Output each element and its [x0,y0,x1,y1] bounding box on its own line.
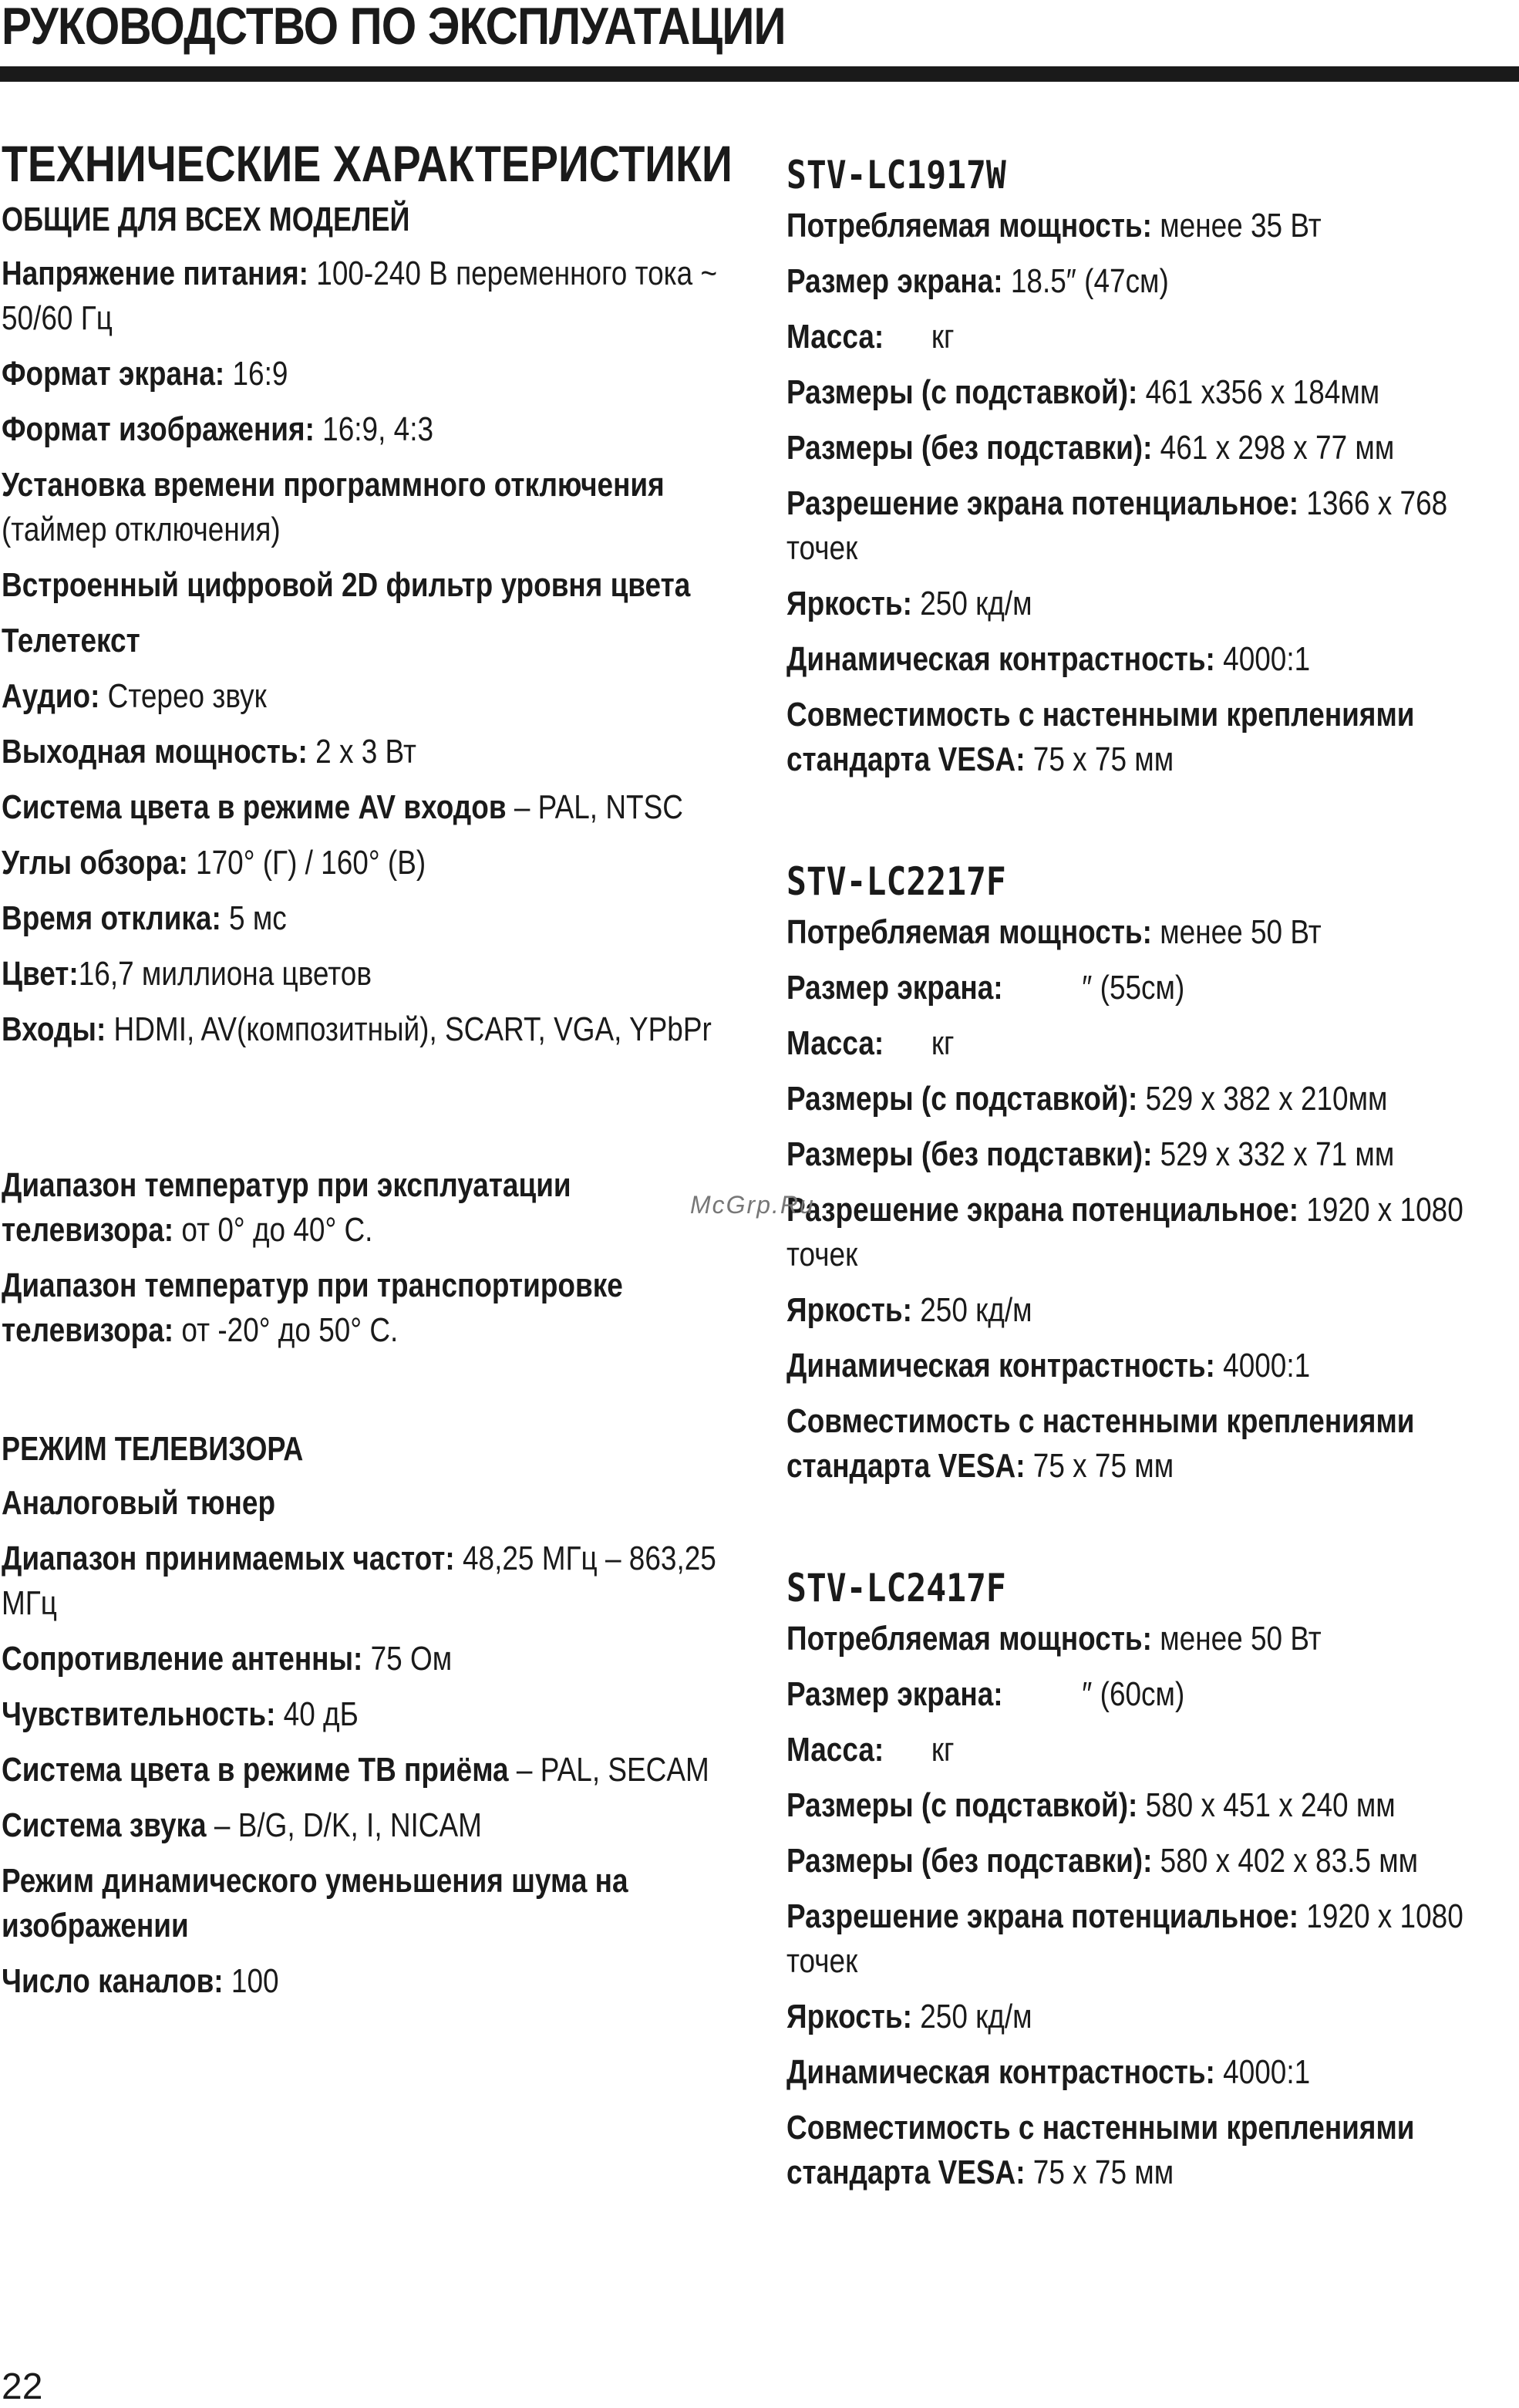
page-header-title: РУКОВОДСТВО ПО ЭКСПЛУАТАЦИИ [2,0,786,56]
spec-value: 75 х 75 мм [1025,740,1174,778]
spec-value: 250 кд/м [911,1998,1032,2035]
spec-value: 250 кд/м [911,585,1032,622]
spec-label: Размер экрана: [786,262,1003,300]
spec-label: Совместимость с настенными креплениями стандарта VESA: [786,696,1415,778]
spec-label: Масса: [786,318,884,356]
spec-label: Режим динамического уменьшения шума на изображении [2,1862,628,1944]
spec-label: Входы: [2,1010,106,1048]
spec-label: Динамическая контрастность: [786,640,1215,678]
spec-line [786,315,1519,359]
spec-line [2,1859,734,1948]
spec-line [786,481,1519,571]
spec-line [2,251,734,341]
spec-value: 4000:1 [1214,640,1311,678]
spec-label: Потребляемая мощность: [786,913,1152,951]
spec-value: – PAL, SECAM [508,1751,709,1789]
spec-value: 5 мс [221,899,287,937]
spec-line [2,730,734,774]
spec-label: Телетекст [2,622,140,659]
spec-label: Выходная мощность: [2,733,308,771]
spec-line [786,2050,1519,2095]
spec-line [786,1344,1519,1388]
spec-line [786,204,1519,248]
spec-line [2,785,734,830]
spec-value: кг [884,1024,955,1062]
spec-line [2,952,734,997]
spec-line [786,1617,1519,1661]
spec-label: Разрешение экрана потенциальное: [786,1897,1299,1935]
spec-line [2,896,734,941]
spec-value: 461 х356 х 184мм [1137,373,1380,411]
spec-line [786,582,1519,626]
spacer [786,793,1519,859]
spec-value: 1920 х 1080 точек [786,1897,1463,1980]
spec-line [786,1995,1519,2039]
spec-label: Размер экрана: [786,969,1003,1007]
spec-label: Формат изображения: [2,410,315,448]
spec-label: Система цвета в режиме ТВ приёма [2,1751,509,1789]
spec-label: Совместимость с настенными креплениями стандарта VESA: [786,2109,1415,2191]
spec-line [2,1007,734,1052]
spec-line [786,426,1519,470]
spec-value: 2 х 3 Вт [307,733,416,771]
spec-label: Разрешение экрана потенциальное: [786,484,1299,522]
spec-line [2,1163,734,1253]
spec-label: Размеры (с подставкой): [786,1080,1138,1118]
spec-line [786,1188,1519,1277]
spec-line [2,463,734,552]
spec-label: Углы обзора: [2,844,188,882]
spec-line [2,1263,734,1353]
spec-line [2,1748,734,1793]
spec-label: Динамическая контрастность: [786,1347,1215,1384]
spec-value: ″ (55см) [1002,969,1185,1007]
spec-value: 1366 х 768 точек [786,484,1448,567]
spec-value: 40 дБ [275,1695,359,1733]
spec-line [2,1481,734,1526]
spec-label: Сопротивление антенны: [2,1640,363,1678]
spec-value: от 0° до 40° С. [173,1211,373,1249]
spec-line [2,352,734,396]
spec-line [786,370,1519,415]
spec-label: Потребляемая мощность: [786,207,1152,245]
section-title: ТЕХНИЧЕСКИЕ ХАРАКТЕРИСТИКИ [2,135,733,192]
spec-label: Аналоговый тюнер [2,1484,276,1522]
spec-line [786,910,1519,955]
spec-value: 48,25 МГц – 863,25 МГц [2,1540,716,1622]
spec-value: Стерео звук [99,677,267,715]
spec-line [786,1399,1519,1489]
spec-value: 4000:1 [1214,2053,1311,2091]
spec-line [2,619,734,663]
spec-value: – PAL, NTSC [506,788,683,826]
spec-label: Диапазон температур при транспортировке телевизора: [2,1266,623,1349]
spec-label: Время отклика: [2,899,221,937]
spec-line [786,1021,1519,1066]
spec-value: кг [884,318,955,356]
spec-value: 170° (Г) / 160° (В) [187,844,426,882]
spec-value: 16,7 миллиона цветов [78,955,372,993]
spec-value: 75 Ом [362,1640,453,1678]
model-title: STV-LC2417F [786,1566,1006,1610]
spacer [2,1364,734,1428]
spec-line [786,693,1519,782]
spec-value: HDMI, AV(композитный), SCART, VGA, YPbPr [106,1010,712,1048]
watermark-text: McGrp.Ru [690,1191,815,1219]
spec-value: менее 50 Вт [1151,1620,1322,1658]
spec-line [2,563,734,608]
spec-value: 16:9, 4:3 [314,410,434,448]
spec-label: Установка времени программного отключения [2,466,665,504]
spec-value: 18.5″ (47см) [1002,262,1169,300]
spec-value: от -20° до 50° С. [173,1311,399,1349]
spec-label: Размеры (с подставкой): [786,373,1138,411]
spec-line [786,1783,1519,1828]
spec-label: Масса: [786,1024,884,1062]
spec-label: Разрешение экрана потенциальное: [786,1191,1299,1229]
spec-line [2,1692,734,1737]
spec-label: Яркость: [786,585,912,622]
spec-value: (таймер отключения) [2,511,281,548]
spec-label: Размеры (с подставкой): [786,1786,1138,1824]
spec-line [786,1132,1519,1177]
spec-label: Встроенный цифровой 2D фильтр уровня цвета [2,566,691,604]
spec-line [786,966,1519,1010]
spec-line [2,841,734,885]
spec-line [2,1637,734,1681]
spec-label: Диапазон принимаемых частот: [2,1540,455,1577]
left-column [2,136,734,2015]
spec-line [786,1728,1519,1772]
spec-value: 100-240 В переменного тока ~ 50/60 Гц [2,255,718,337]
spec-value: ″ (60см) [1002,1675,1185,1713]
header-rule [0,66,1519,82]
spec-value: 529 х 382 х 210мм [1137,1080,1388,1118]
spec-label: Цвет: [2,955,79,993]
spec-line [786,1672,1519,1717]
spec-label: Размеры (без подставки): [786,1842,1153,1880]
spec-value: – B/G, D/K, I, NICAM [206,1806,482,1844]
spec-value: 461 х 298 х 77 мм [1152,429,1395,467]
spec-value: 75 х 75 мм [1025,2153,1174,2191]
spec-label: Размер экрана: [786,1675,1003,1713]
spec-line [2,1959,734,2004]
spacer [2,1063,734,1163]
spec-line [2,407,734,452]
spec-value: 4000:1 [1214,1347,1311,1384]
spec-value: менее 35 Вт [1151,207,1322,245]
spec-value: 529 х 332 х 71 мм [1152,1135,1395,1173]
spec-label: Напряжение питания: [2,255,308,292]
spec-label: Яркость: [786,1998,912,2035]
spec-line [786,259,1519,304]
spec-line [2,1536,734,1626]
spec-value: 580 х 451 х 240 мм [1137,1786,1396,1824]
spec-label: Размеры (без подставки): [786,429,1153,467]
spec-line [786,1894,1519,1984]
spec-label: Аудио: [2,677,100,715]
model-title: STV-LC1917W [786,153,1006,197]
spec-line [2,674,734,719]
spec-line [786,1077,1519,1121]
spec-label: Совместимость с настенными креплениями стандарта VESA: [786,1402,1415,1485]
spec-line [786,2106,1519,2195]
spec-value: 100 [223,1962,279,2000]
spec-label: Система цвета в режиме AV входов [2,788,507,826]
spec-label: Размеры (без подставки): [786,1135,1153,1173]
spec-value: 250 кд/м [911,1291,1032,1329]
page-number: 22 [2,2366,43,2407]
spec-line [786,1839,1519,1884]
spec-label: Динамическая контрастность: [786,2053,1215,2091]
spec-line [786,637,1519,682]
spec-label: Масса: [786,1731,884,1769]
tv-mode-subtitle: РЕЖИМ ТЕЛЕВИЗОРА [2,1430,304,1468]
spec-label: Потребляемая мощность: [786,1620,1152,1658]
spec-value: 1920 х 1080 точек [786,1191,1463,1273]
spec-value: кг [884,1731,955,1769]
spec-label: Чувствительность: [2,1695,276,1733]
spec-line [2,1803,734,1848]
spec-value: 580 х 402 х 83.5 мм [1152,1842,1419,1880]
spec-label: Система звука [2,1806,207,1844]
model-title: STV-LC2217F [786,859,1006,904]
spacer [786,1499,1519,1566]
spec-label: Яркость: [786,1291,912,1329]
spec-line [786,1288,1519,1333]
spec-value: 75 х 75 мм [1025,1447,1174,1485]
spec-label: Формат экрана: [2,355,225,393]
right-column [786,153,1519,2206]
general-subtitle: ОБЩИЕ ДЛЯ ВСЕХ МОДЕЛЕЙ [2,201,410,238]
spec-value: 16:9 [224,355,288,393]
spec-label: Число каналов: [2,1962,224,2000]
spec-label: Диапазон температур при эксплуатации телевизора: [2,1166,571,1249]
spec-value: менее 50 Вт [1151,913,1322,951]
